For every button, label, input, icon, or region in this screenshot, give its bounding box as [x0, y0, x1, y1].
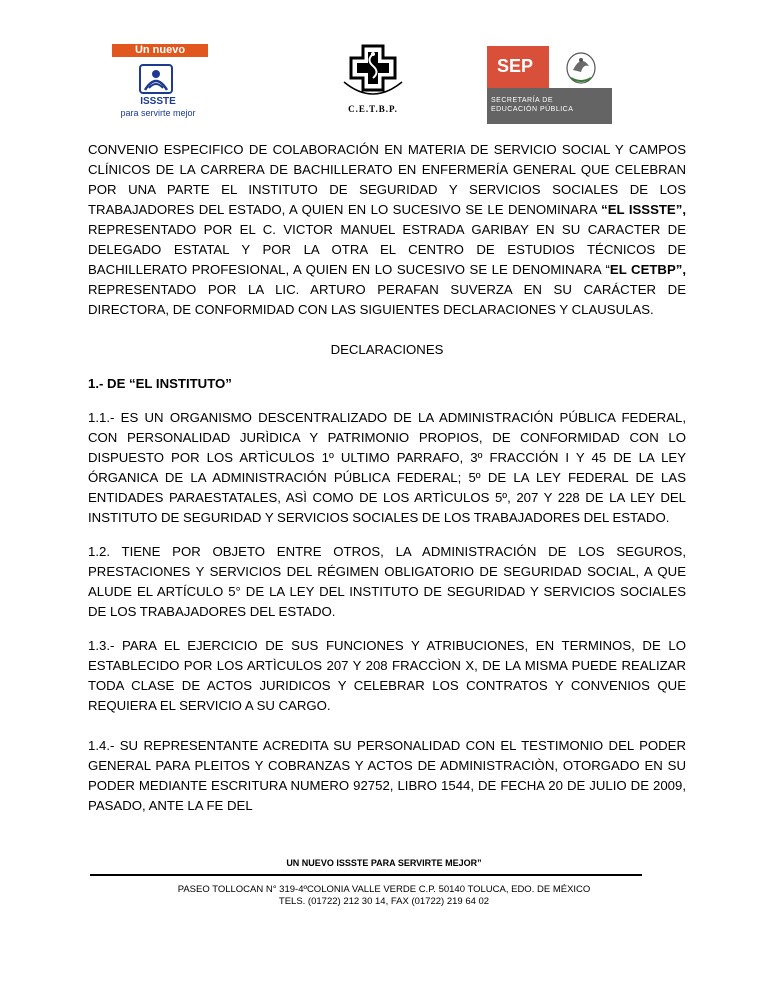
intro-text-a: CONVENIO ESPECIFICO DE COLABORACIÓN EN MATERIA DE SERVICIO SOCIAL Y CAMPOS CLÍNICOS DE LA CARRERA DE BACHILLERATO EN ENFERMERÍA GENERAL QUE CELEBRAN POR UNA PARTE EL INSTITUTO DE SEGURIDAD Y SERVICIOS SOCIALES DE LOS TRABAJADORES DEL ESTADO, A QUIEN EN LO SUCESIVO SE LE DENOMINARA	[88, 142, 686, 217]
section-heading-instituto: 1.- DE “EL INSTITUTO”	[88, 376, 232, 391]
issste-logo-slogan: para servirte mejor	[120, 108, 196, 118]
cetbp-seal-label: C.E.T.B.P.	[348, 104, 398, 114]
clause-1-3: 1.3.- PARA EL EJERCICIO DE SUS FUNCIONES Y ATRIBUCIONES, EN TERMINOS, DE LO ESTABLECIDO POR LOS ARTÌCULOS 207 Y 208 FRACCÌON X, DE LA MISMA PUEDE REALIZAR TODA CLASE DE ACTOS JURIDICOS Y CELEBRAR LOS CONTRATOS Y CONVENIOS QUE REQUIERA EL SERVICIO A SU CARGO.	[88, 638, 686, 713]
document-body	[88, 140, 686, 816]
intro-text-c: REPRESENTADO POR EL C. VICTOR MANUEL ESTRADA GARIBAY EN SU CARACTER DE DELEGADO ESTATAL Y POR LA OTRA EL CENTRO DE ESTUDIOS TÉCNICOS DE BACHILLERATO PROFESIONAL, A QUIEN EN LO SUCESIVO SE LE DENOMINARA “	[88, 222, 686, 277]
declarations-heading: DECLARACIONES	[330, 342, 444, 357]
issste-logo-tagline: Un nuevo	[112, 44, 208, 57]
intro-paragraph	[88, 140, 686, 320]
letterhead-logos	[0, 0, 768, 130]
cetbp-emblem-icon	[340, 44, 406, 104]
intro-text-e: REPRESENTADO POR LA LIC. ARTURO PERAFAN SUVERZA EN SU CARÁCTER DE DIRECTORA, DE CONFORMIDAD CON LAS SIGUIENTES DECLARACIONES Y CLAUSULAS.	[88, 282, 686, 317]
intro-issste-term: “EL ISSSTE”,	[601, 202, 686, 217]
sep-logo-line1: SECRETARÍA DE	[491, 97, 553, 104]
mexico-coat-of-arms-icon	[553, 46, 609, 88]
sep-logo-line2: EDUCACIÓN PÚBLICA	[491, 106, 574, 113]
sep-logo-caption	[487, 88, 612, 124]
issste-logo-name: ISSSTE	[140, 96, 176, 107]
intro-cetbp-term: EL CETBP”,	[609, 262, 687, 277]
sep-logo	[487, 46, 612, 124]
footer-address-line1: PASEO TOLLOCAN N° 319-4ºCOLONIA VALLE VERDE C.P. 50140 TOLUCA, EDO. DE MÉXICO	[177, 884, 591, 895]
footer-slogan: UN NUEVO ISSSTE PARA SERVIRTE MEJOR”	[286, 858, 482, 868]
footer-address-line2: TELS. (01722) 212 30 14, FAX (01722) 219 64 02	[278, 896, 490, 907]
issste-emblem-icon	[139, 64, 173, 94]
sep-logo-name: SEP	[497, 56, 534, 76]
clause-1-2: 1.2. TIENE POR OBJETO ENTRE OTROS, LA ADMINISTRACIÓN DE LOS SEGUROS, PRESTACIONES Y SERVICIOS DEL RÉGIMEN OBLIGATORIO DE SEGURIDAD SOCIAL, A QUE ALUDE EL ARTÍCULO 5° DE LA LEY DEL INSTITUTO DE SEGURIDAD Y SERVICIOS SOCIALES DE LOS TRABAJADORES DEL ESTADO.	[88, 544, 686, 619]
footer-divider	[90, 874, 642, 876]
clause-1-4: 1.4.- SU REPRESENTANTE ACREDITA SU PERSONALIDAD CON EL TESTIMONIO DEL PODER GENERAL PARA PLEITOS Y COBRANZAS Y ACTOS DE ADMINISTRACIÒN, OTORGADO EN SU PODER MEDIANTE ESCRITURA NUMERO 92752, LIBRO 1544, DE FECHA 20 DE JULIO DE 2009, PASADO, ANTE LA FE DEL	[88, 738, 686, 813]
footer-address	[0, 884, 768, 908]
issste-logo	[106, 44, 210, 122]
sep-logo-block	[487, 46, 549, 88]
cetbp-seal	[340, 44, 406, 118]
clause-1-1: 1.1.- ES UN ORGANISMO DESCENTRALIZADO DE LA ADMINISTRACIÓN PÚBLICA FEDERAL, CON PERSONALIDAD JURÌDICA Y PATRIMONIO PROPIOS, DE CONFORMIDAD CON LO DISPUESTO POR LOS ARTÌCULOS 1º ULTIMO PARRAFO, 3º FRACCIÓN I Y 45 DE LA LEY ÓRGANICA DE LA ADMINISTRACIÓN PÚBLICA FEDERAL; 5º DE LA LEY FEDERAL DE LAS ENTIDADES PARAESTATALES, ASÌ COMO DE LOS ARTÌCULOS 5º, 207 Y 228 DE LA LEY DEL INSTITUTO DE SEGURIDAD Y SERVICIOS SOCIALES DE LOS TRABAJADORES DEL ESTADO.	[88, 410, 686, 525]
